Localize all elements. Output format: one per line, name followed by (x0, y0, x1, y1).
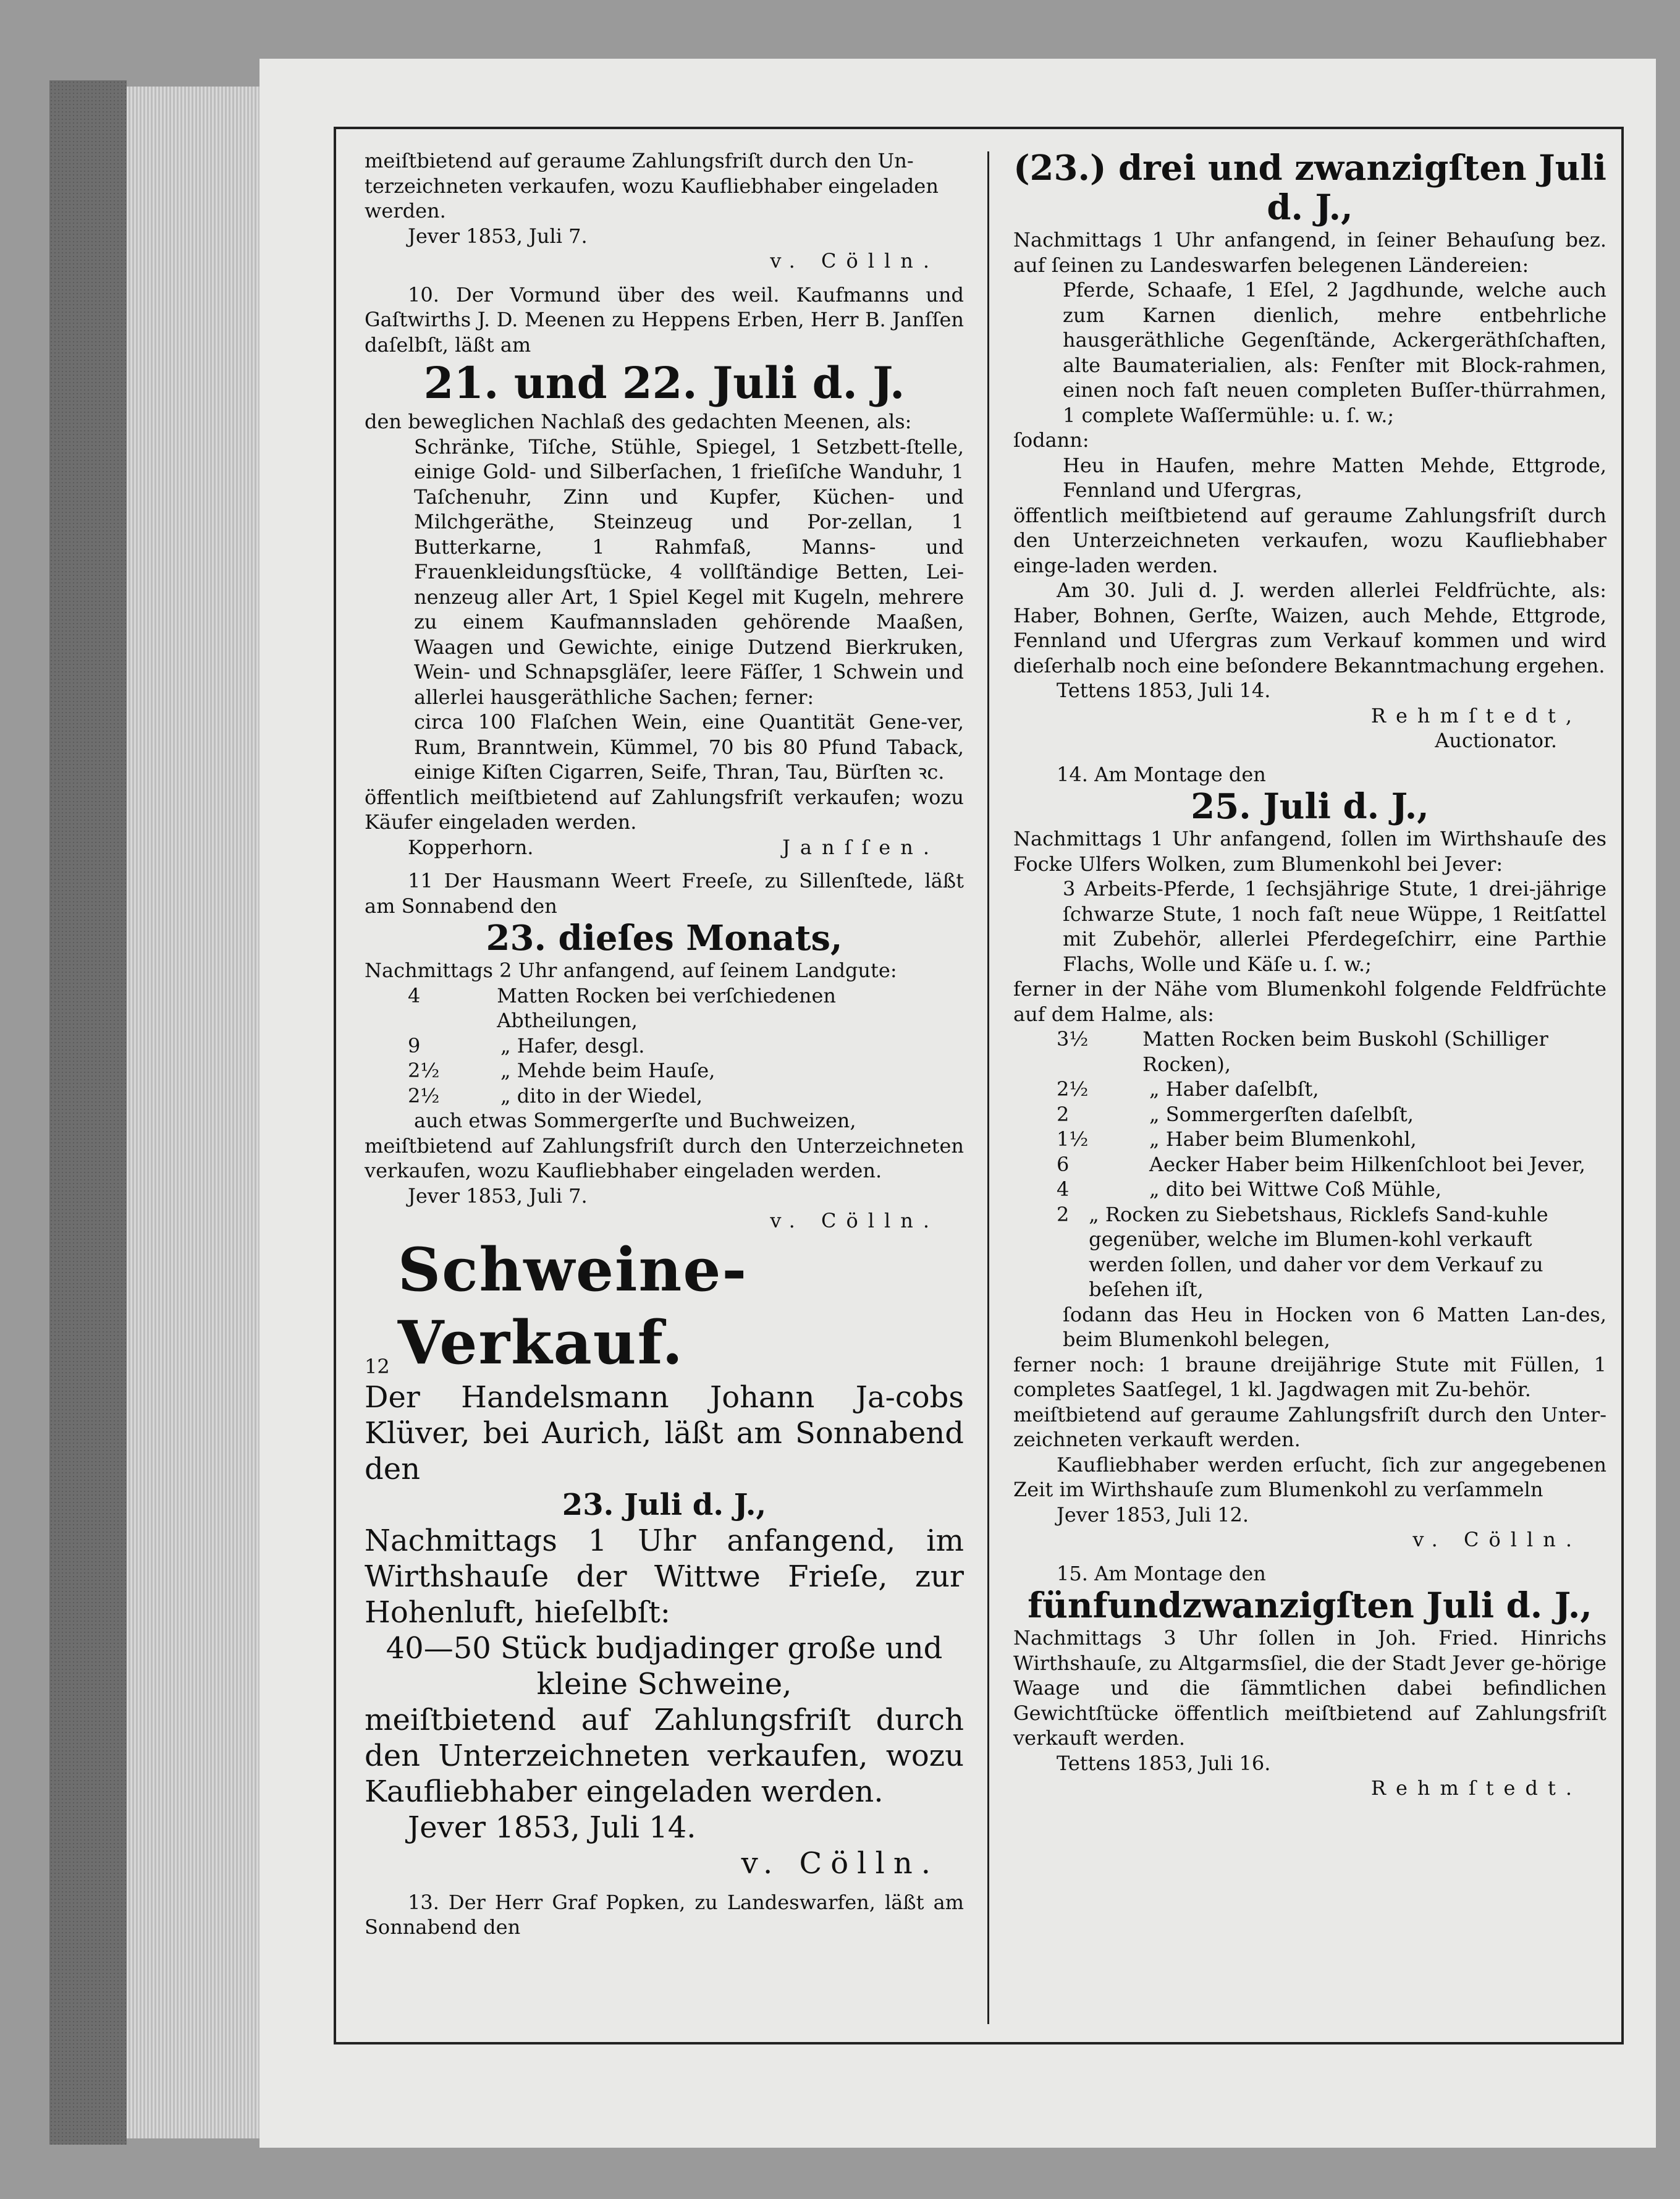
notice-11-intro: 11 Der Hausmann Weert Freeſe, zu Sillenſtede, läßt am Sonnabend den (365, 869, 964, 918)
notice-13-items-more: Heu in Haufen, mehre Matten Mehde, Ettgrode, Fennland und Ufergras, (1063, 453, 1606, 502)
notice-11-extra: auch etwas Sommergerſte und Buchweizen, (414, 1109, 856, 1132)
signature: v. Cölln. (770, 249, 939, 273)
list-item: 4 „ dito bei Wittwe Coß Mühle, (1057, 1177, 1442, 1201)
notice-12-text: Nachmittags 1 Uhr anfangend, im Wirthshauſe der Wittwe Frieſe, zur Hohenluft, hieſelbſt: (365, 1523, 964, 1630)
notice-13-heading: (23.) drei und zwanzigſten Juli d. J., (1013, 148, 1606, 228)
notice-10-intro: 10. Der Vormund über des weil. Kaufmanns und Gaſtwirths J. D. Meenen zu Heppens Erben, Herr B. Janſſen daſelbſt, läßt am (365, 282, 964, 357)
signature: v. Cölln. (770, 1209, 939, 1232)
date-line: Jever 1853, Juli 12. (1057, 1502, 1249, 1527)
page-edges (127, 87, 263, 2138)
notice-13-closing: öffentlich meiſtbietend auf geraume Zahlungsfriſt durch den Unterzeichneten verkaufen, wozu Kaufliebhaber einge-laden werden. (1013, 503, 1606, 577)
notice-14-extra-2: ferner noch: 1 braune dreijährige Stute mit Füllen, 1 completes Saatſegel, 1 kl. Jagdwagen mit Zu-behör. (1013, 1352, 1606, 1401)
notice-15-intro: 15. Am Montage den (1057, 1561, 1266, 1585)
list-item: 3½ Matten Rocken beim Buskohl (Schilliger Rocken), (1057, 1027, 1548, 1076)
signature: v. Cölln. (741, 1845, 939, 1881)
date-line: Jever 1853, Juli 14. (408, 1810, 696, 1845)
notice-10-heading: 21. und 22. Juli d. J. (423, 357, 905, 409)
signature: Janſſen. (782, 835, 939, 859)
notice-14-closing: meiſtbietend auf geraume Zahlungsfriſt durch den Unter-zeichneten verkauft werden. (1013, 1402, 1606, 1451)
notice-14-heading: 25. Juli d. J., (1191, 786, 1429, 827)
notice-13-note: Am 30. Juli d. J. werden allerlei Feldfrüchte, als: Haber, Bohnen, Gerſte, Waizen, auch Mehde, Ettgrode, Fennland und Ufergras zum Verkauf kommen und wird dieſerhalb noch eine beſondere Bekanntmachung ergehen. (1013, 578, 1606, 677)
date-line: Tettens 1853, Juli 16. (1057, 1751, 1271, 1775)
list-item: 4 Matten Rocken bei verſchiedenen Abtheilungen, (408, 983, 837, 1032)
signature: v. Cölln. (1412, 1528, 1582, 1551)
list-item: 2 „ Sommergerſten daſelbſt, (1057, 1102, 1414, 1126)
list-item: 2½ „ Haber daſelbſt, (1057, 1077, 1319, 1101)
list-item: 9 „ Hafer, desgl. (408, 1033, 645, 1057)
column-divider (987, 151, 989, 2024)
date-line: Tettens 1853, Juli 14. (1057, 679, 1271, 702)
notice-14-items: 3 Arbeits-Pferde, 1 ſechsjährige Stute, 1 drei-jährige ſchwarze Stute, 1 noch faſt neue Wüppe, 1 Reitſattel mit Zubehör, allerlei Pferdegeſchirr, eine Parthie Flachs, Wolle und Käſe u. ſ. w.; (1063, 877, 1606, 976)
signature-title: Auctionator. (1435, 729, 1557, 752)
list-item: 6 Aecker Haber beim Hilkenſchloot bei Jever, (1057, 1152, 1585, 1176)
list-item: 1½ „ Haber beim Blumenkohl, (1057, 1127, 1417, 1151)
list-item: 2½ „ Mehde beim Hauſe, (408, 1059, 715, 1082)
notice-10-items: Schränke, Tiſche, Stühle, Spiegel, 1 Setzbett-ſtelle, einige Gold- und Silberſachen, 1 frieſiſche Wanduhr, 1 Taſchenuhr, Zinn und Kupfer, Küchen- und Milchgeräthe, Steinzeug und Por-zellan, 1 Butterkarne, 1 Rahmfaß, Manns- und Frauenkleidungsſtücke, 4 vollſtändige Betten, Lei-nenzeug aller Art, 1 Spiel Kegel mit Kugeln, mehrere zu einem Kaufmannsladen gehörende Maaßen, Waagen und Gewichte, einige Dutzend Bierkruken, Wein- und Schnapsgläſer, leere Fäſſer, 1 Schwein und allerlei hausgeräthliche Sachen; ferner: (414, 434, 964, 709)
left-column (365, 148, 964, 1940)
notice-11-text: Nachmittags 2 Uhr anfangend, auf ſeinem Landgute: (365, 959, 897, 982)
place: Kopperhorn. (408, 835, 534, 859)
notice-12-title-row (365, 1234, 964, 1379)
notice-11-heading: 23. dieſes Monats, (486, 918, 843, 959)
signature: Rehmſtedt. (1370, 1776, 1582, 1800)
notice-10-footer (365, 835, 964, 860)
notice-10-items-more: circa 100 Flaſchen Wein, eine Quantität Gene-ver, Rum, Branntwein, Kümmel, 70 bis 80 Pfund Taback, einige Kiſten Cigarren, Seife, Thran, Tau, Bürſten ꝛc. (414, 710, 964, 784)
notice-14-text-2: ferner in der Nähe vom Blumenkohl folgende Feldfrüchte auf dem Halme, als: (1013, 977, 1606, 1026)
notice-12-closing: meiſtbietend auf Zahlungsfriſt durch den Unterzeichneten verkaufen, wozu Kaufliebhaber eingeladen werden. (365, 1702, 964, 1809)
notice-14-text: Nachmittags 1 Uhr anfangend, ſollen im Wirthshauſe des Focke Ulfers Wolken, zum Blumenkohl bei Jever: (1013, 827, 1606, 876)
notice-13-intro: 13. Der Herr Graf Popken, zu Landeswarfen, läßt am Sonnabend den (365, 1890, 964, 1939)
text-line: ſodann: (1013, 428, 1089, 452)
notice-15-text: Nachmittags 3 Uhr ſollen in Joh. Fried. Hinrichs Wirthshauſe, zu Altgarmsſiel, die der Stadt Jever ge-hörige Waage und die ſämmtlichen dabei befindlichen Gewichtſtücke öffentlich meiſtbietend auf Zahlungsfriſt verkauft werden. (1013, 1626, 1606, 1750)
date-line: Jever 1853, Juli 7. (408, 224, 588, 248)
notice-14-note: Kaufliebhaber werden erſucht, ſich zur angegebenen Zeit im Wirthshauſe zum Blumenkohl zu verſammeln (1013, 1452, 1606, 1501)
notice-12-date: 23. Juli d. J., (562, 1487, 767, 1522)
text-line: meiſtbietend auf geraume Zahlungsfriſt durch den Un- (365, 149, 914, 172)
notice-14-intro: 14. Am Montage den (1057, 762, 1266, 786)
date-line: Jever 1853, Juli 7. (408, 1184, 588, 1208)
right-column (1013, 148, 1606, 1801)
notice-12-intro: Der Handelsmann Johann Ja-cobs Klüver, bei Aurich, läßt am Sonnabend den (365, 1379, 964, 1486)
signature: Rehmſtedt, (1370, 703, 1582, 727)
notice-10-closing: öffentlich meiſtbietend auf Zahlungsfriſt verkaufen; wozu Käufer eingeladen werden. (365, 785, 964, 834)
list-item: 2½ „ dito in der Wiedel, (408, 1083, 703, 1108)
notice-13-items: Pferde, Schaafe, 1 Eſel, 2 Jagdhunde, welche auch zum Karnen dienlich, mehre entbehrliche hausgeräthliche Gegenſtände, Ackergeräthſchaften, alte Baumaterialien, als: Fenſter mit Block-rahmen, einen noch faſt neuen completen Buſſer-thürrahmen, 1 complete Waſſermühle: u. ſ. w.; (1063, 278, 1606, 427)
notice-15-heading: fünfundzwanzigſten Juli d. J., (1028, 1585, 1592, 1626)
notice-14-extra: ſodann das Heu in Hocken von 6 Matten Lan-des, beim Blumenkohl belegen, (1063, 1302, 1606, 1351)
notice-12-heading: Schweine-Verkauf. (397, 1234, 748, 1378)
notice-number: 12 (365, 1355, 390, 1378)
notice-10-text: den beweglichen Nachlaß des gedachten Meenen, als: (365, 410, 912, 433)
notice-13-text: Nachmittags 1 Uhr anfangend, in ſeiner Behauſung bez. auf ſeinen zu Landeswarfen belegenen Ländereien: (1013, 228, 1606, 277)
list-item: 2 „ Rocken zu Siebetshaus, Ricklefs Sand-kuhle gegenüber, welche im Blumen-kohl verkauft werden ſollen, und daher vor dem Verkauf zu beſehen iſt, (1057, 1202, 1548, 1301)
book-cover (49, 80, 127, 2145)
text-line: terzeichneten verkaufen, wozu Kaufliebhaber eingeladen (365, 174, 939, 198)
notice-11-closing: meiſtbietend auf Zahlungsfriſt durch den Unterzeichneten verkaufen, wozu Kaufliebhaber eingeladen werden. (365, 1133, 964, 1182)
notice-12-items: 40—50 Stück budjadinger große und kleine Schweine, (386, 1630, 943, 1701)
text-line: werden. (365, 199, 446, 222)
